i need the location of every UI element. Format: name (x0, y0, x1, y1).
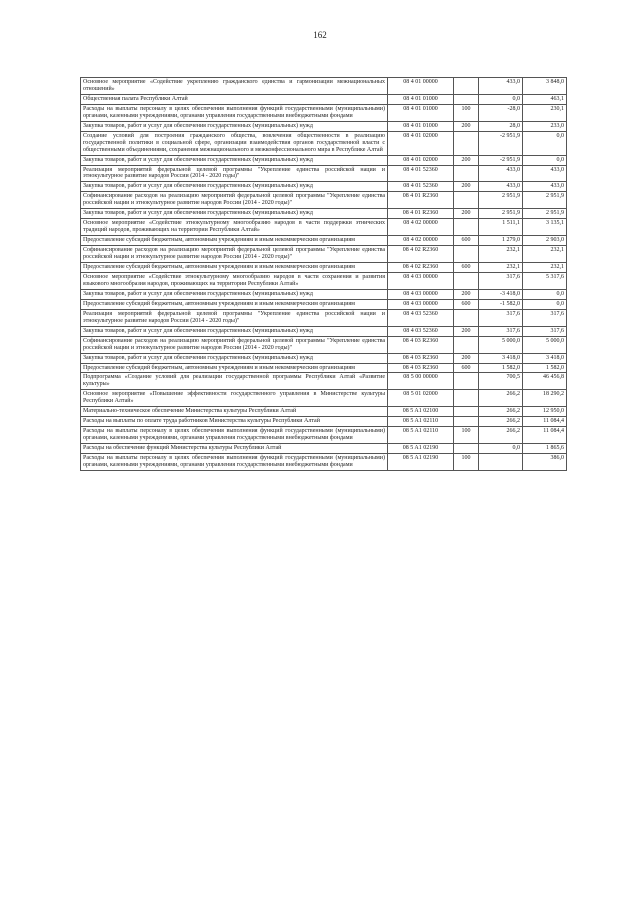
row-amount-change-cell: 266,2 (479, 390, 523, 407)
row-expense-type-cell (454, 192, 479, 209)
row-name-cell: Расходы на выплаты персоналу в целях обеспечения выполнения функций государственными (муниципальными) органами, казенными учреждениями, органами управления государственными внебюджетными фондами (81, 454, 388, 471)
row-expense-type-cell (454, 407, 479, 417)
row-code-cell: 08 4 02 00000 (388, 236, 454, 246)
row-amount-total-cell: 11 084,4 (523, 427, 567, 444)
row-amount-change-cell: 317,6 (479, 309, 523, 326)
table-row (81, 326, 567, 336)
table-row (81, 192, 567, 209)
page-number: 162 (313, 30, 327, 40)
table-row (81, 121, 567, 131)
row-code-cell: 08 4 01 52360 (388, 165, 454, 182)
row-code-cell: 08 4 01 R2360 (388, 209, 454, 219)
row-amount-change-cell: 0,0 (479, 444, 523, 454)
row-code-cell: 08 4 02 R2360 (388, 246, 454, 263)
row-code-cell: 08 4 02 00000 (388, 219, 454, 236)
row-amount-change-cell: 700,5 (479, 373, 523, 390)
row-amount-total-cell: 463,1 (523, 94, 567, 104)
row-amount-total-cell: 2 903,0 (523, 236, 567, 246)
row-expense-type-cell (454, 309, 479, 326)
row-name-cell: Расходы на выплаты персоналу в целях обеспечения выполнения функций государственными (муниципальными) органами, казенными учреждениями, органами управления государственными внебюджетными фондами (81, 427, 388, 444)
row-expense-type-cell (454, 444, 479, 454)
table-row (81, 246, 567, 263)
row-code-cell: 08 4 03 52360 (388, 309, 454, 326)
row-code-cell: 08 4 03 R2360 (388, 336, 454, 353)
row-code-cell: 08 5 A1 02190 (388, 444, 454, 454)
row-name-cell: Закупка товаров, работ и услуг для обеспечения государственных (муниципальных) нужд (81, 182, 388, 192)
row-expense-type-cell (454, 390, 479, 407)
row-code-cell: 08 4 03 00000 (388, 299, 454, 309)
row-amount-change-cell: -3 418,0 (479, 289, 523, 299)
row-amount-total-cell: 1 865,6 (523, 444, 567, 454)
table-row (81, 454, 567, 471)
table-row (81, 407, 567, 417)
row-amount-change-cell: 266,2 (479, 427, 523, 444)
table-row (81, 353, 567, 363)
row-code-cell: 08 4 01 01000 (388, 104, 454, 121)
row-code-cell: 08 4 01 02000 (388, 131, 454, 155)
row-name-cell: Закупка товаров, работ и услуг для обеспечения государственных (муниципальных) нужд (81, 289, 388, 299)
row-name-cell: Предоставление субсидий бюджетным, автономным учреждениям и иным некоммерческим организациям (81, 363, 388, 373)
row-name-cell: Расходы на обеспечение функций Министерства культуры Республики Алтай (81, 444, 388, 454)
row-expense-type-cell: 200 (454, 353, 479, 363)
row-code-cell: 08 5 A1 02100 (388, 407, 454, 417)
row-name-cell: Закупка товаров, работ и услуг для обеспечения государственных (муниципальных) нужд (81, 155, 388, 165)
table-row (81, 444, 567, 454)
row-expense-type-cell: 200 (454, 289, 479, 299)
row-amount-total-cell: 433,0 (523, 165, 567, 182)
table-row (81, 155, 567, 165)
table-row (81, 309, 567, 326)
row-amount-change-cell: 28,0 (479, 121, 523, 131)
row-expense-type-cell: 100 (454, 104, 479, 121)
row-code-cell: 08 4 01 R2360 (388, 192, 454, 209)
row-amount-change-cell: 2 951,9 (479, 209, 523, 219)
row-code-cell: 08 4 01 02000 (388, 155, 454, 165)
row-expense-type-cell: 200 (454, 182, 479, 192)
row-amount-change-cell: -28,0 (479, 104, 523, 121)
row-code-cell: 08 4 03 00000 (388, 272, 454, 289)
row-amount-change-cell: 5 000,0 (479, 336, 523, 353)
table-row (81, 289, 567, 299)
row-amount-total-cell: 0,0 (523, 131, 567, 155)
row-amount-change-cell: 1 279,0 (479, 236, 523, 246)
row-amount-change-cell: 1 511,1 (479, 219, 523, 236)
table-row (81, 104, 567, 121)
row-amount-change-cell: -1 582,0 (479, 299, 523, 309)
row-amount-change-cell: -2 951,9 (479, 155, 523, 165)
row-expense-type-cell: 200 (454, 326, 479, 336)
row-expense-type-cell: 600 (454, 299, 479, 309)
row-amount-total-cell: 317,6 (523, 309, 567, 326)
row-code-cell: 08 4 02 R2360 (388, 263, 454, 273)
row-amount-change-cell: 232,1 (479, 263, 523, 273)
row-name-cell: Реализация мероприятий федеральной целевой программы "Укрепление единства российской нации и этнокультурное развитие народов России (2014 - 2020 годы)" (81, 165, 388, 182)
row-amount-total-cell: 0,0 (523, 299, 567, 309)
row-amount-total-cell: 18 290,2 (523, 390, 567, 407)
row-name-cell: Основное мероприятие «Содействие этнокультурному многообразию народов в части сохранения и развития языкового многообразия народов, проживающих на территории Республики Алтай» (81, 272, 388, 289)
row-amount-total-cell: 12 950,0 (523, 407, 567, 417)
row-expense-type-cell (454, 219, 479, 236)
row-code-cell: 08 5 00 00000 (388, 373, 454, 390)
row-expense-type-cell: 200 (454, 121, 479, 131)
row-amount-total-cell: 0,0 (523, 289, 567, 299)
row-amount-total-cell: 0,0 (523, 155, 567, 165)
row-code-cell: 08 4 03 R2360 (388, 363, 454, 373)
row-name-cell: Основное мероприятие «Содействие этнокультурному многообразию народов в части поддержки этнических традиций народов, проживающих на территории Республики Алтай» (81, 219, 388, 236)
row-name-cell: Закупка товаров, работ и услуг для обеспечения государственных (муниципальных) нужд (81, 209, 388, 219)
row-code-cell: 08 4 03 00000 (388, 289, 454, 299)
row-amount-change-cell: 3 418,0 (479, 353, 523, 363)
row-amount-change-cell: 433,0 (479, 165, 523, 182)
row-amount-change-cell: 266,2 (479, 407, 523, 417)
row-amount-change-cell: 317,6 (479, 272, 523, 289)
table-row (81, 417, 567, 427)
row-expense-type-cell: 600 (454, 236, 479, 246)
row-expense-type-cell (454, 165, 479, 182)
row-name-cell: Закупка товаров, работ и услуг для обеспечения государственных (муниципальных) нужд (81, 353, 388, 363)
row-amount-total-cell: 2 951,9 (523, 192, 567, 209)
row-name-cell: Основное мероприятие «Повышение эффективности государственного управления в Министерстве культуры Республики Алтай» (81, 390, 388, 407)
table-row (81, 427, 567, 444)
row-amount-total-cell: 3 848,0 (523, 78, 567, 95)
table-row (81, 236, 567, 246)
row-expense-type-cell: 600 (454, 363, 479, 373)
row-expense-type-cell: 200 (454, 155, 479, 165)
row-name-cell: Предоставление субсидий бюджетным, автономным учреждениям и иным некоммерческим организациям (81, 299, 388, 309)
row-expense-type-cell (454, 246, 479, 263)
budget-table (80, 77, 567, 471)
row-name-cell: Реализация мероприятий федеральной целевой программы "Укрепление единства российской нации и этнокультурное развитие народов России (2014 - 2020 годы)" (81, 309, 388, 326)
row-amount-total-cell: 5 317,6 (523, 272, 567, 289)
row-amount-change-cell: 1 582,0 (479, 363, 523, 373)
row-amount-change-cell: 232,1 (479, 246, 523, 263)
row-expense-type-cell (454, 78, 479, 95)
row-name-cell: Создание условий для построения гражданского общества, вовлечения общественности в реализацию государственной политики в социальной сфере, организации взаимодействия органов государственной власти с общественными объединениями, сохранения межнационального и межконфессионального мира в Республике Алтай (81, 131, 388, 155)
table-row (81, 182, 567, 192)
row-amount-total-cell: 1 582,0 (523, 363, 567, 373)
budget-table-body (81, 78, 567, 471)
row-code-cell: 08 4 01 01000 (388, 94, 454, 104)
row-amount-change-cell: 0,0 (479, 94, 523, 104)
row-amount-total-cell: 233,0 (523, 121, 567, 131)
table-row (81, 363, 567, 373)
row-expense-type-cell: 100 (454, 427, 479, 444)
row-expense-type-cell: 200 (454, 209, 479, 219)
row-code-cell: 08 4 01 01000 (388, 121, 454, 131)
row-amount-total-cell: 3 418,0 (523, 353, 567, 363)
row-name-cell: Материально-техническое обеспечение Министерства культуры Республики Алтай (81, 407, 388, 417)
row-amount-change-cell: 266,2 (479, 417, 523, 427)
row-code-cell: 08 5 A1 02110 (388, 417, 454, 427)
row-code-cell: 08 5 A1 02110 (388, 427, 454, 444)
table-row (81, 299, 567, 309)
row-amount-change-cell: -2 951,9 (479, 131, 523, 155)
row-amount-total-cell: 2 951,9 (523, 209, 567, 219)
row-amount-total-cell: 3 135,1 (523, 219, 567, 236)
row-amount-total-cell: 230,1 (523, 104, 567, 121)
row-amount-total-cell: 232,1 (523, 246, 567, 263)
table-row (81, 263, 567, 273)
table-row (81, 94, 567, 104)
row-amount-change-cell: 433,0 (479, 78, 523, 95)
table-row (81, 373, 567, 390)
row-expense-type-cell: 600 (454, 263, 479, 273)
row-name-cell: Софинансирование расходов на реализацию мероприятий федеральной целевой программы "Укрепление единства российской нации и этнокультурное развитие народов России (2014 - 2020 годы)" (81, 192, 388, 209)
table-row (81, 390, 567, 407)
row-amount-total-cell: 46 456,8 (523, 373, 567, 390)
row-expense-type-cell (454, 373, 479, 390)
row-amount-total-cell: 232,1 (523, 263, 567, 273)
row-code-cell: 08 4 01 52360 (388, 182, 454, 192)
row-name-cell: Софинансирование расходов на реализацию мероприятий федеральной целевой программы "Укрепление единства российской нации и этнокультурное развитие народов России (2014 - 2020 годы)" (81, 336, 388, 353)
row-name-cell: Закупка товаров, работ и услуг для обеспечения государственных (муниципальных) нужд (81, 326, 388, 336)
row-amount-change-cell: 2 951,9 (479, 192, 523, 209)
row-name-cell: Основное мероприятие «Содействие укреплению гражданского единства и гармонизации межнациональных отношений» (81, 78, 388, 95)
table-row (81, 336, 567, 353)
row-amount-total-cell: 317,6 (523, 326, 567, 336)
table-row (81, 209, 567, 219)
table-row (81, 131, 567, 155)
row-amount-total-cell: 386,0 (523, 454, 567, 471)
row-name-cell: Закупка товаров, работ и услуг для обеспечения государственных (муниципальных) нужд (81, 121, 388, 131)
row-expense-type-cell (454, 272, 479, 289)
row-name-cell: Подпрограмма «Создание условий для реализации государственной программы Республики Алтай «Развитие культуры» (81, 373, 388, 390)
row-expense-type-cell (454, 336, 479, 353)
table-row (81, 78, 567, 95)
row-code-cell: 08 4 03 R2360 (388, 353, 454, 363)
row-amount-change-cell (479, 454, 523, 471)
row-code-cell: 08 5 01 02000 (388, 390, 454, 407)
row-expense-type-cell (454, 417, 479, 427)
row-name-cell: Общественная палата Республики Алтай (81, 94, 388, 104)
row-amount-total-cell: 5 000,0 (523, 336, 567, 353)
row-code-cell: 08 4 01 00000 (388, 78, 454, 95)
row-code-cell: 08 4 03 52360 (388, 326, 454, 336)
row-amount-total-cell: 11 084,4 (523, 417, 567, 427)
row-name-cell: Расходы на выплаты по оплате труда работников Министерства культуры Республики Алтай (81, 417, 388, 427)
row-amount-total-cell: 433,0 (523, 182, 567, 192)
row-expense-type-cell (454, 94, 479, 104)
row-amount-change-cell: 433,0 (479, 182, 523, 192)
row-name-cell: Предоставление субсидий бюджетным, автономным учреждениям и иным некоммерческим организациям (81, 236, 388, 246)
row-code-cell: 08 5 A1 02190 (388, 454, 454, 471)
row-expense-type-cell (454, 131, 479, 155)
row-name-cell: Расходы на выплаты персоналу в целях обеспечения выполнения функций государственными (муниципальными) органами, казенными учреждениями, органами управления государственными внебюджетными фондами (81, 104, 388, 121)
table-row (81, 219, 567, 236)
row-amount-change-cell: 317,6 (479, 326, 523, 336)
table-row (81, 165, 567, 182)
row-name-cell: Предоставление субсидий бюджетным, автономным учреждениям и иным некоммерческим организациям (81, 263, 388, 273)
row-name-cell: Софинансирование расходов на реализацию мероприятий федеральной целевой программы "Укрепление единства российской нации и этнокультурное развитие народов России (2014 - 2020 годы)" (81, 246, 388, 263)
row-expense-type-cell: 100 (454, 454, 479, 471)
table-row (81, 272, 567, 289)
